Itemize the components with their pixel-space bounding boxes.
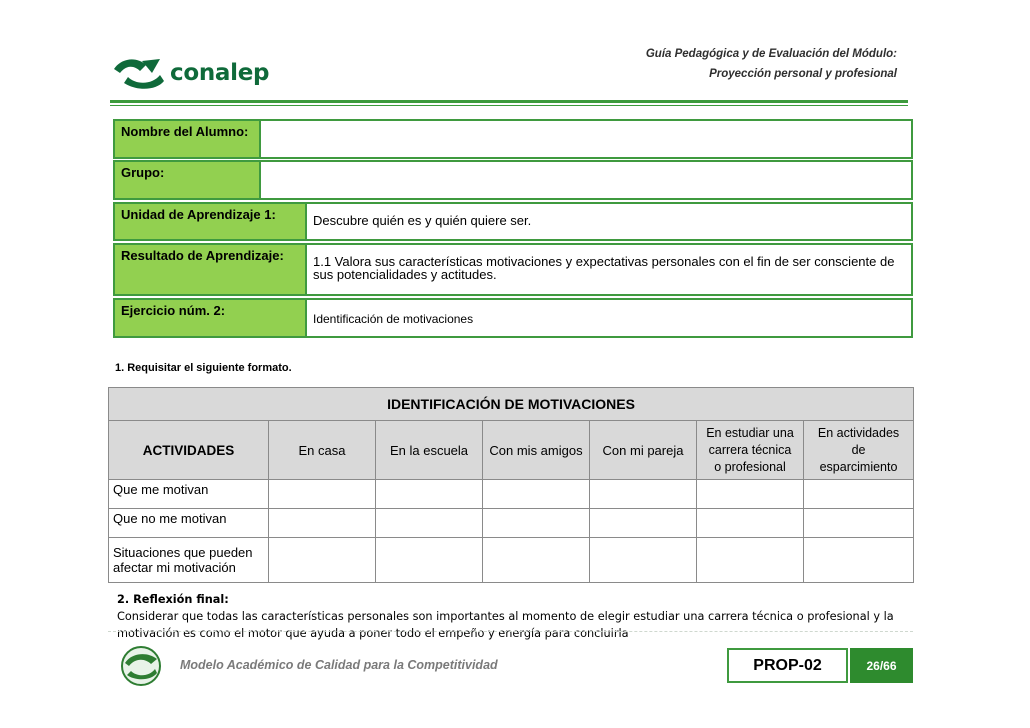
col-header-friends: Con mis amigos xyxy=(483,421,590,480)
guide-title: Guía Pedagógica y de Evaluación del Módulo: xyxy=(645,48,897,60)
table-cell[interactable] xyxy=(269,538,376,583)
conalep-emblem-icon xyxy=(112,55,166,91)
col-header-leisure-l1: En actividades xyxy=(817,425,900,440)
calidad-emblem-icon xyxy=(117,645,165,687)
learning-result-label: Resultado de Aprendizaje: xyxy=(115,245,307,294)
table-cell[interactable] xyxy=(483,538,590,583)
table-cell[interactable] xyxy=(804,509,914,538)
learning-unit-row xyxy=(113,202,913,241)
row-label-situations-l2: afectar mi motivación xyxy=(113,560,236,575)
table-cell[interactable] xyxy=(376,480,483,509)
header-divider-thin xyxy=(110,105,908,106)
instruction-text: 1. Requisitar el siguiente formato. xyxy=(115,362,292,374)
table-cell[interactable] xyxy=(804,480,914,509)
table-cell[interactable] xyxy=(697,538,804,583)
motivation-table xyxy=(108,387,914,583)
student-name-row xyxy=(113,119,913,159)
learning-result-value: 1.1 Valora sus características motivaciones y expectativas personales con el fin de ser consciente de sus potencialidades y actitudes. xyxy=(313,254,895,282)
group-field[interactable] xyxy=(261,162,911,198)
exercise-row xyxy=(113,298,913,338)
student-name-label: Nombre del Alumno: xyxy=(115,121,261,157)
header-divider xyxy=(110,100,908,103)
col-header-school: En la escuela xyxy=(376,421,483,480)
row-label-motivate: Que me motivan xyxy=(109,480,269,509)
module-name: Proyección personal y profesional xyxy=(709,68,897,80)
student-name-field[interactable] xyxy=(261,121,911,157)
col-header-partner: Con mi pareja xyxy=(590,421,697,480)
col-header-leisure-l2: de xyxy=(851,442,866,457)
col-header-leisure xyxy=(804,421,914,480)
table-title: IDENTIFICACIÓN DE MOTIVACIONES xyxy=(109,388,914,421)
page-number: 26/66 xyxy=(850,648,913,683)
col-header-career xyxy=(697,421,804,480)
footer-model-text: Modelo Académico de Calidad para la Competitividad xyxy=(180,658,498,672)
col-header-activities: ACTIVIDADES xyxy=(109,421,269,480)
table-cell[interactable] xyxy=(376,538,483,583)
group-row xyxy=(113,160,913,200)
brand-name: conalep xyxy=(170,60,270,86)
table-cell[interactable] xyxy=(590,538,697,583)
row-label-not-motivate: Que no me motivan xyxy=(109,509,269,538)
col-header-career-l1: En estudiar una xyxy=(706,425,794,440)
table-cell[interactable] xyxy=(697,509,804,538)
col-header-leisure-l3: esparcimiento xyxy=(819,459,898,474)
learning-unit-value: Descubre quién es y quién quiere ser. xyxy=(313,213,532,228)
col-header-career-l3: o profesional xyxy=(714,459,786,474)
table-cell[interactable] xyxy=(483,509,590,538)
table-cell[interactable] xyxy=(269,509,376,538)
table-cell[interactable] xyxy=(483,480,590,509)
row-label-situations-l1: Situaciones que pueden xyxy=(113,545,253,560)
reflection-text: Considerar que todas las características personales son importantes al momento de elegir estudiar una carrera técnica o profesional y la motivación es como el motor que ayuda a poner todo el empeño y energía para concluirla xyxy=(117,610,894,640)
table-cell[interactable] xyxy=(376,509,483,538)
learning-unit-label: Unidad de Aprendizaje 1: xyxy=(115,204,307,239)
learning-result-row xyxy=(113,243,913,296)
table-cell[interactable] xyxy=(590,509,697,538)
document-code: PROP-02 xyxy=(727,648,848,683)
table-cell[interactable] xyxy=(804,538,914,583)
table-cell[interactable] xyxy=(697,480,804,509)
table-cell[interactable] xyxy=(269,480,376,509)
row-label-situations xyxy=(109,538,269,583)
table-cell[interactable] xyxy=(590,480,697,509)
footer-emblem xyxy=(117,645,165,692)
exercise-value: Identificación de motivaciones xyxy=(313,312,474,326)
col-header-career-l2: carrera técnica xyxy=(708,442,792,457)
reflection-section xyxy=(117,591,917,642)
reflection-title: 2. Reflexión final: xyxy=(117,593,229,606)
exercise-label: Ejercicio núm. 2: xyxy=(115,300,307,336)
footer-separator xyxy=(108,631,913,632)
group-label: Grupo: xyxy=(115,162,261,198)
conalep-logo xyxy=(112,55,269,91)
col-header-home: En casa xyxy=(269,421,376,480)
